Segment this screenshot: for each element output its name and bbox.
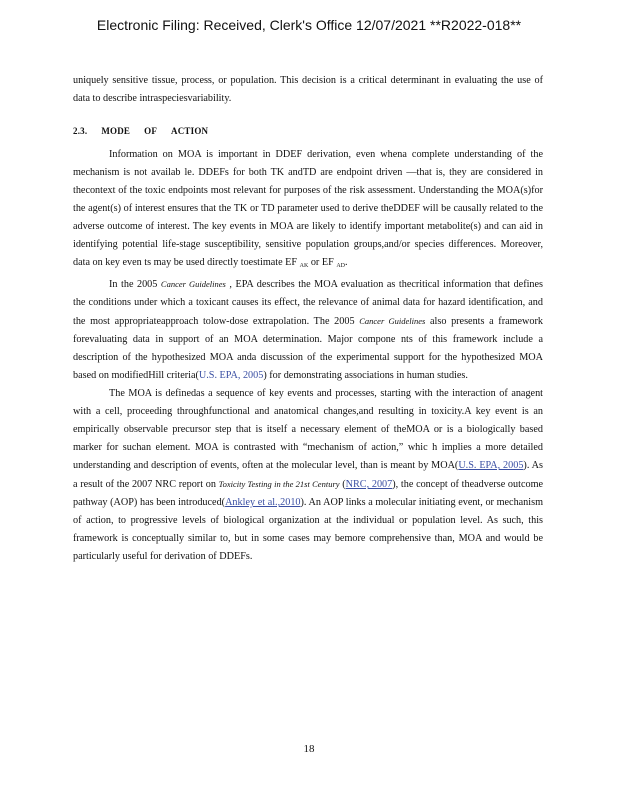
paragraph-text: The MOA is definedas a sequence of key events and processes, starting with the interaction of anagent with a cell, proceeding throughfunctional and anatomical changes,and resulting in toxicity.A key event is an empirically observable precursor step that is itself a necessary element of theMOA or is a biologically based marker for suchan element. MOA is contrasted with “mechanism of action,” whic h implies a more detailed understanding and description of events, often at the molecular level, than is meant by MOA( xyxy=(73,388,543,471)
paragraph-text: ). An AOP links a molecular initiating event, or mechanism of action, to progressive levels of biological organization at the individual or population level. As such, this framework is conceptually similar to, but in some cases may bemore comprehensive than, MOA and would be particularly useful for derivation of DDEFs. xyxy=(73,497,543,562)
section-word-mode: MODE xyxy=(101,126,131,136)
subscript-ak: AK xyxy=(299,263,309,269)
paragraph-text: ). As a result of the 2007 NRC report on xyxy=(73,460,543,490)
citation-link-ankley-2010[interactable]: Ankley et al.,2010 xyxy=(225,497,301,508)
paragraph-text: ) for demonstrating associations in human studies. xyxy=(263,370,468,381)
paragraph-moa-information xyxy=(73,146,543,275)
italic-title: Cancer Guidelines xyxy=(160,279,226,289)
paragraph-text: ( xyxy=(342,479,346,490)
page-number: 18 xyxy=(303,743,315,755)
electronic-filing-header: Electronic Filing: Received, Clerk's Office 12/07/2021 **R2022-018** xyxy=(96,17,522,33)
paragraph-moa-definition xyxy=(73,385,543,566)
paragraph-cancer-guidelines xyxy=(73,275,543,385)
paragraph-text: ), the concept of theadverse outcome pathway (AOP) has been introduced( xyxy=(73,479,544,508)
citation-link-epa-2005[interactable]: U.S. EPA, 2005 xyxy=(458,460,524,471)
italic-title: Toxicity Testing in the 21st Century xyxy=(218,479,340,489)
citation-link-epa-2005[interactable]: U.S. EPA, 2005 xyxy=(198,370,264,381)
italic-title: Cancer Guidelines xyxy=(359,316,426,326)
paragraph-text: . xyxy=(344,257,348,268)
paragraph-text: also presents a framework forevaluating data in support of an MOA determination. Major compone nts of this framework include a description of the hypothesized MOA anda discussion of the experimental support for the hypothesized MOA based on modifiedHill criteria( xyxy=(73,316,543,381)
paragraph-text: or xyxy=(310,257,320,268)
subscript-ad: AD xyxy=(336,263,345,269)
intro-paragraph xyxy=(73,72,543,108)
section-word-action: ACTION xyxy=(171,126,209,136)
section-word-of: OF xyxy=(144,126,158,136)
paragraph-text: EF xyxy=(321,257,334,268)
paragraph-text: In the 2005 xyxy=(109,279,158,290)
citation-link-nrc-2007[interactable]: NRC, 2007 xyxy=(345,479,393,490)
paragraph-text: , EPA describes the MOA evaluation as thecritical information that defines the conditions under which a toxicant causes its effect, the relevance of animal data for hazard identification, and the most appropriateapproach tolow-dose extrapolation. The 2005 xyxy=(73,279,543,327)
section-number: 2.3. xyxy=(73,126,88,136)
intro-paragraph-text: uniquely sensitive tissue, process, or population. This decision is a critical determinant in evaluating the use of data to describe intraspeciesvariability. xyxy=(73,75,543,104)
section-heading xyxy=(73,126,208,136)
paragraph-text: Information on MOA is important in DDEF derivation, even whena complete understanding of the mechanism is not availab le. DDEFs for both TK andTD are endpoint driven —that is, they are considered in thecontext of the toxic endpoints most relevant for purposes of the risk assessment. Understanding the MOA(s)for the agent(s) of interest ensures that the TK or TD parameter used to derive theDDEF will be causally related to the adverse outcome of interest. The key events in MOA are likely to identify important metabolite(s) and can aid in identifying potential life-stage susceptibility, sensitive population groups,and/or species differences. Moreover, data on key even ts may be used directly toestimate EF xyxy=(73,149,543,268)
section-body xyxy=(73,146,543,566)
